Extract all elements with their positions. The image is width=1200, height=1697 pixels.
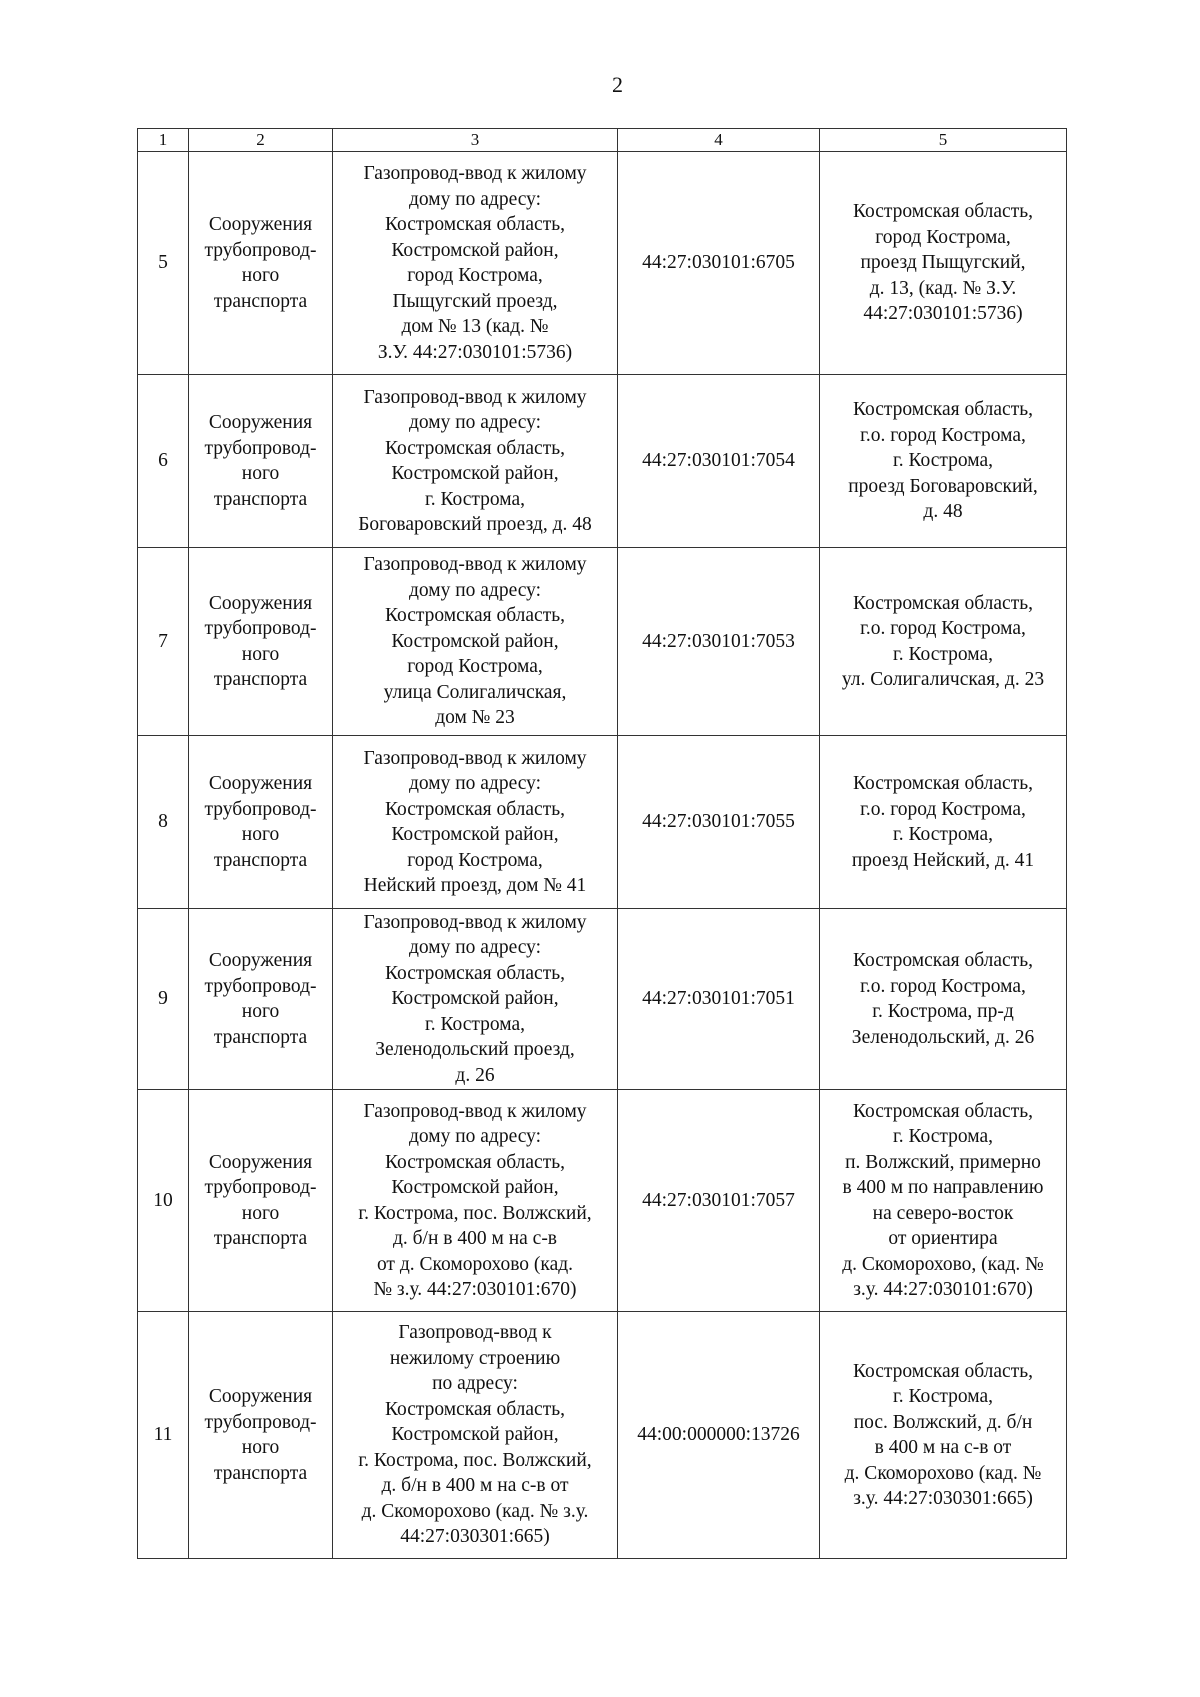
object-name-cell: Газопровод-ввод к жилому дому по адресу: Костромская область, Костромской район, город Кострома, Нейский проезд, дом № 41 xyxy=(333,736,618,909)
address-cell: Костромская область, г. Кострома, п. Волжский, примерно в 400 м по направлению на северо-восток от ориентира д. Скоморохово, (кад. № з.у. 44:27:030101:670) xyxy=(820,1090,1067,1312)
header-cell: 2 xyxy=(189,129,333,152)
row-number: 10 xyxy=(138,1090,189,1312)
cadastral-number-cell: 44:27:030101:7053 xyxy=(618,548,820,736)
table-row xyxy=(138,909,1067,1090)
header-cell: 5 xyxy=(820,129,1067,152)
cadastral-number-cell: 44:27:030101:7051 xyxy=(618,909,820,1090)
object-name-cell: Газопровод-ввод к жилому дому по адресу: Костромская область, Костромской район, г. Кострома, пос. Волжский, д. б/н в 400 м на с-в от д. Скоморохово (кад. № з.у. 44:27:030101:670) xyxy=(333,1090,618,1312)
row-number: 8 xyxy=(138,736,189,909)
object-type-cell: Сооружения трубопровод- ного транспорта xyxy=(189,736,333,909)
object-type-cell: Сооружения трубопровод- ного транспорта xyxy=(189,1312,333,1559)
row-number: 9 xyxy=(138,909,189,1090)
row-number: 5 xyxy=(138,152,189,375)
object-name-cell: Газопровод-ввод к нежилому строению по адресу: Костромская область, Костромской район, г. Кострома, пос. Волжский, д. б/н в 400 м на с-в от д. Скоморохово (кад. № з.у. 44:27:030301:665) xyxy=(333,1312,618,1559)
object-type-cell: Сооружения трубопровод- ного транспорта xyxy=(189,152,333,375)
cadastral-number-cell: 44:27:030101:7055 xyxy=(618,736,820,909)
table-row xyxy=(138,736,1067,909)
object-type-cell: Сооружения трубопровод- ного транспорта xyxy=(189,1090,333,1312)
address-cell: Костромская область, г. Кострома, пос. Волжский, д. б/н в 400 м на с-в от д. Скоморохово (кад. № з.у. 44:27:030301:665) xyxy=(820,1312,1067,1559)
cadastral-number-cell: 44:00:000000:13726 xyxy=(618,1312,820,1559)
object-type-cell: Сооружения трубопровод- ного транспорта xyxy=(189,548,333,736)
table-row xyxy=(138,1312,1067,1559)
address-cell: Костромская область, г.о. город Кострома, г. Кострома, проезд Нейский, д. 41 xyxy=(820,736,1067,909)
table-row xyxy=(138,1090,1067,1312)
address-cell: Костромская область, г.о. город Кострома, г. Кострома, пр-д Зеленодольский, д. 26 xyxy=(820,909,1067,1090)
row-number: 6 xyxy=(138,375,189,548)
object-name-cell: Газопровод-ввод к жилому дому по адресу: Костромская область, Костромской район, город Кострома, улица Солигаличская, дом № 23 xyxy=(333,548,618,736)
column-number-row xyxy=(138,129,1067,152)
object-name-cell: Газопровод-ввод к жилому дому по адресу: Костромская область, Костромской район, город Кострома, Пыщугский проезд, дом № 13 (кад. № З.У. 44:27:030101:5736) xyxy=(333,152,618,375)
table-row xyxy=(138,152,1067,375)
header-cell: 4 xyxy=(618,129,820,152)
address-cell: Костромская область, г.о. город Кострома, г. Кострома, ул. Солигаличская, д. 23 xyxy=(820,548,1067,736)
object-type-cell: Сооружения трубопровод- ного транспорта xyxy=(189,909,333,1090)
registry-table xyxy=(137,128,1067,1559)
cadastral-number-cell: 44:27:030101:6705 xyxy=(618,152,820,375)
header-cell: 1 xyxy=(138,129,189,152)
row-number: 11 xyxy=(138,1312,189,1559)
header-cell: 3 xyxy=(333,129,618,152)
cadastral-number-cell: 44:27:030101:7054 xyxy=(618,375,820,548)
page-number: 2 xyxy=(612,72,623,97)
object-name-cell: Газопровод-ввод к жилому дому по адресу: Костромская область, Костромской район, г. Кострома, Зеленодольский проезд, д. 26 xyxy=(333,909,618,1090)
table-row xyxy=(138,548,1067,736)
object-type-cell: Сооружения трубопровод- ного транспорта xyxy=(189,375,333,548)
object-name-cell: Газопровод-ввод к жилому дому по адресу: Костромская область, Костромской район, г. Кострома, Боговаровский проезд, д. 48 xyxy=(333,375,618,548)
address-cell: Костромская область, г.о. город Кострома, г. Кострома, проезд Боговаровский, д. 48 xyxy=(820,375,1067,548)
row-number: 7 xyxy=(138,548,189,736)
cadastral-number-cell: 44:27:030101:7057 xyxy=(618,1090,820,1312)
table-row xyxy=(138,375,1067,548)
address-cell: Костромская область, город Кострома, проезд Пыщугский, д. 13, (кад. № З.У. 44:27:030101:5736) xyxy=(820,152,1067,375)
